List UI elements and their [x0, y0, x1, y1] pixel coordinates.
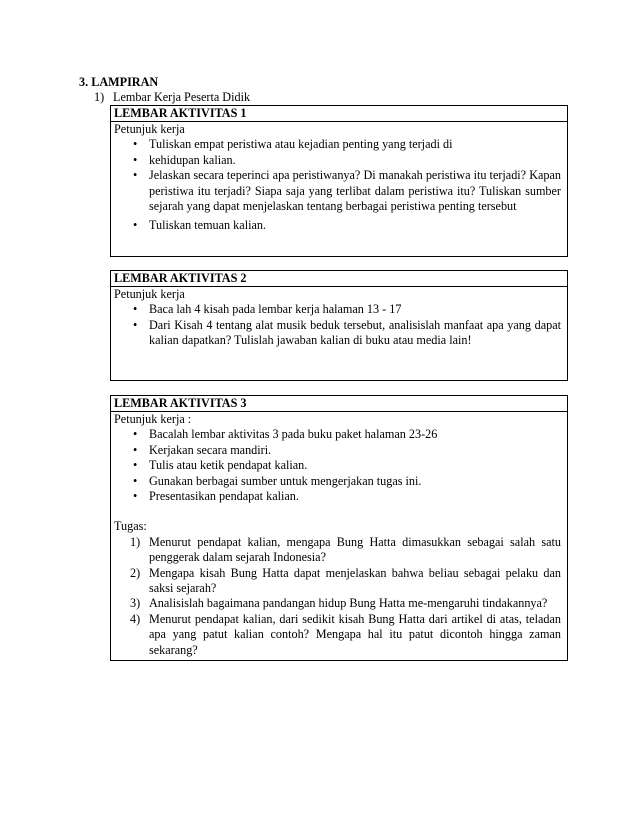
task-item	[111, 612, 567, 658]
list-item	[111, 443, 567, 458]
list-item-text: Dari Kisah 4 tentang alat musik beduk tersebut, analisislah manfaat apa yang dapat kalian dapatkan? Tulislah jawaban kalian di buku atau media lain!	[149, 317, 561, 348]
task-item	[111, 535, 567, 566]
bullet-icon: •	[133, 302, 138, 317]
list-item-text: Tulis atau ketik pendapat kalian.	[149, 458, 308, 473]
bullet-icon: •	[133, 317, 138, 332]
activity-2-intro: Petunjuk kerja	[114, 287, 185, 301]
activity-3-title: LEMBAR AKTIVITAS 3	[111, 396, 567, 412]
list-item-text: Tuliskan empat peristiwa atau kejadian penting yang terjadi di	[149, 137, 453, 152]
activity-1-intro: Petunjuk kerja	[114, 122, 185, 136]
section-heading: 3. LAMPIRAN	[79, 75, 159, 89]
bullet-icon: •	[133, 218, 138, 233]
tasks-label: Tugas:	[114, 519, 147, 534]
task-item	[111, 596, 567, 611]
activity-2-list	[111, 302, 567, 348]
task-text: Analisislah bagaimana pandangan hidup Bung Hatta me-mengaruhi tindakannya?	[149, 596, 548, 611]
spacer	[111, 504, 567, 519]
list-item-text: Gunakan berbagai sumber untuk mengerjakan tugas ini.	[149, 473, 422, 488]
list-item-text: Bacalah lembar aktivitas 3 pada buku paket halaman 23-26	[149, 427, 438, 442]
subheading	[94, 90, 250, 105]
tasks-list	[111, 535, 567, 658]
activity-1-list	[111, 137, 567, 233]
task-number: 2)	[130, 565, 141, 580]
list-item	[111, 318, 567, 349]
bullet-icon: •	[133, 137, 138, 152]
bullet-icon: •	[133, 473, 138, 488]
list-item	[111, 137, 567, 152]
activity-3-box	[110, 395, 568, 661]
task-text: Mengapa kisah Bung Hatta dapat menjelaskan bahwa beliau sebagai pelaku dan saksi sejarah?	[149, 565, 561, 596]
bullet-icon: •	[133, 458, 138, 473]
activity-2-title: LEMBAR AKTIVITAS 2	[111, 271, 567, 287]
list-item	[111, 474, 567, 489]
bullet-icon: •	[133, 168, 138, 183]
list-item	[111, 458, 567, 473]
list-item	[111, 427, 567, 442]
task-number: 3)	[130, 596, 141, 611]
activity-2-box	[110, 270, 568, 381]
bullet-icon: •	[133, 489, 138, 504]
activity-3-intro: Petunjuk kerja :	[114, 412, 192, 426]
task-text: Menurut pendapat kalian, mengapa Bung Hatta dimasukkan sebagai salah satu penggerak dalam sejarah Indonesia?	[149, 534, 561, 565]
subheading-number: 1)	[94, 90, 105, 104]
bullet-icon: •	[133, 152, 138, 167]
list-item-text: Tuliskan temuan kalian.	[149, 218, 267, 233]
list-item	[111, 489, 567, 504]
activity-1-title: LEMBAR AKTIVITAS 1	[111, 106, 567, 122]
task-number: 1)	[130, 534, 141, 549]
task-text: Menurut pendapat kalian, dari sedikit kisah Bung Hatta dari artikel di atas, teladan apa yang patut kalian contoh? Mengapa hal itu patut dicontoh hingga zaman sekarang?	[149, 611, 561, 657]
list-item	[111, 153, 567, 168]
list-item-text: Baca lah 4 kisah pada lembar kerja halaman 13 - 17	[149, 302, 402, 317]
activity-3-list	[111, 427, 567, 504]
list-item-text: Presentasikan pendapat kalian.	[149, 489, 299, 504]
task-number: 4)	[130, 611, 141, 626]
bullet-icon: •	[133, 427, 138, 442]
list-item	[111, 302, 567, 317]
task-item	[111, 566, 567, 597]
activity-1-box	[110, 105, 568, 257]
list-item-text: Kerjakan secara mandiri.	[149, 442, 272, 457]
bullet-icon: •	[133, 442, 138, 457]
subheading-title: Lembar Kerja Peserta Didik	[113, 90, 251, 104]
list-item-text: Jelaskan secara teperinci apa peristiwanya? Di manakah peristiwa itu terjadi? Kapan peristiwa itu terjadi? Siapa saja yang terlibat dalam peristiwa itu? Tuliskan sumber sejarah yang dapat menjelaskan tentang berbagai peristiwa penting tersebut	[149, 168, 561, 214]
list-item-text: kehidupan kalian.	[149, 152, 236, 167]
list-item	[111, 218, 567, 233]
list-item	[111, 168, 567, 214]
